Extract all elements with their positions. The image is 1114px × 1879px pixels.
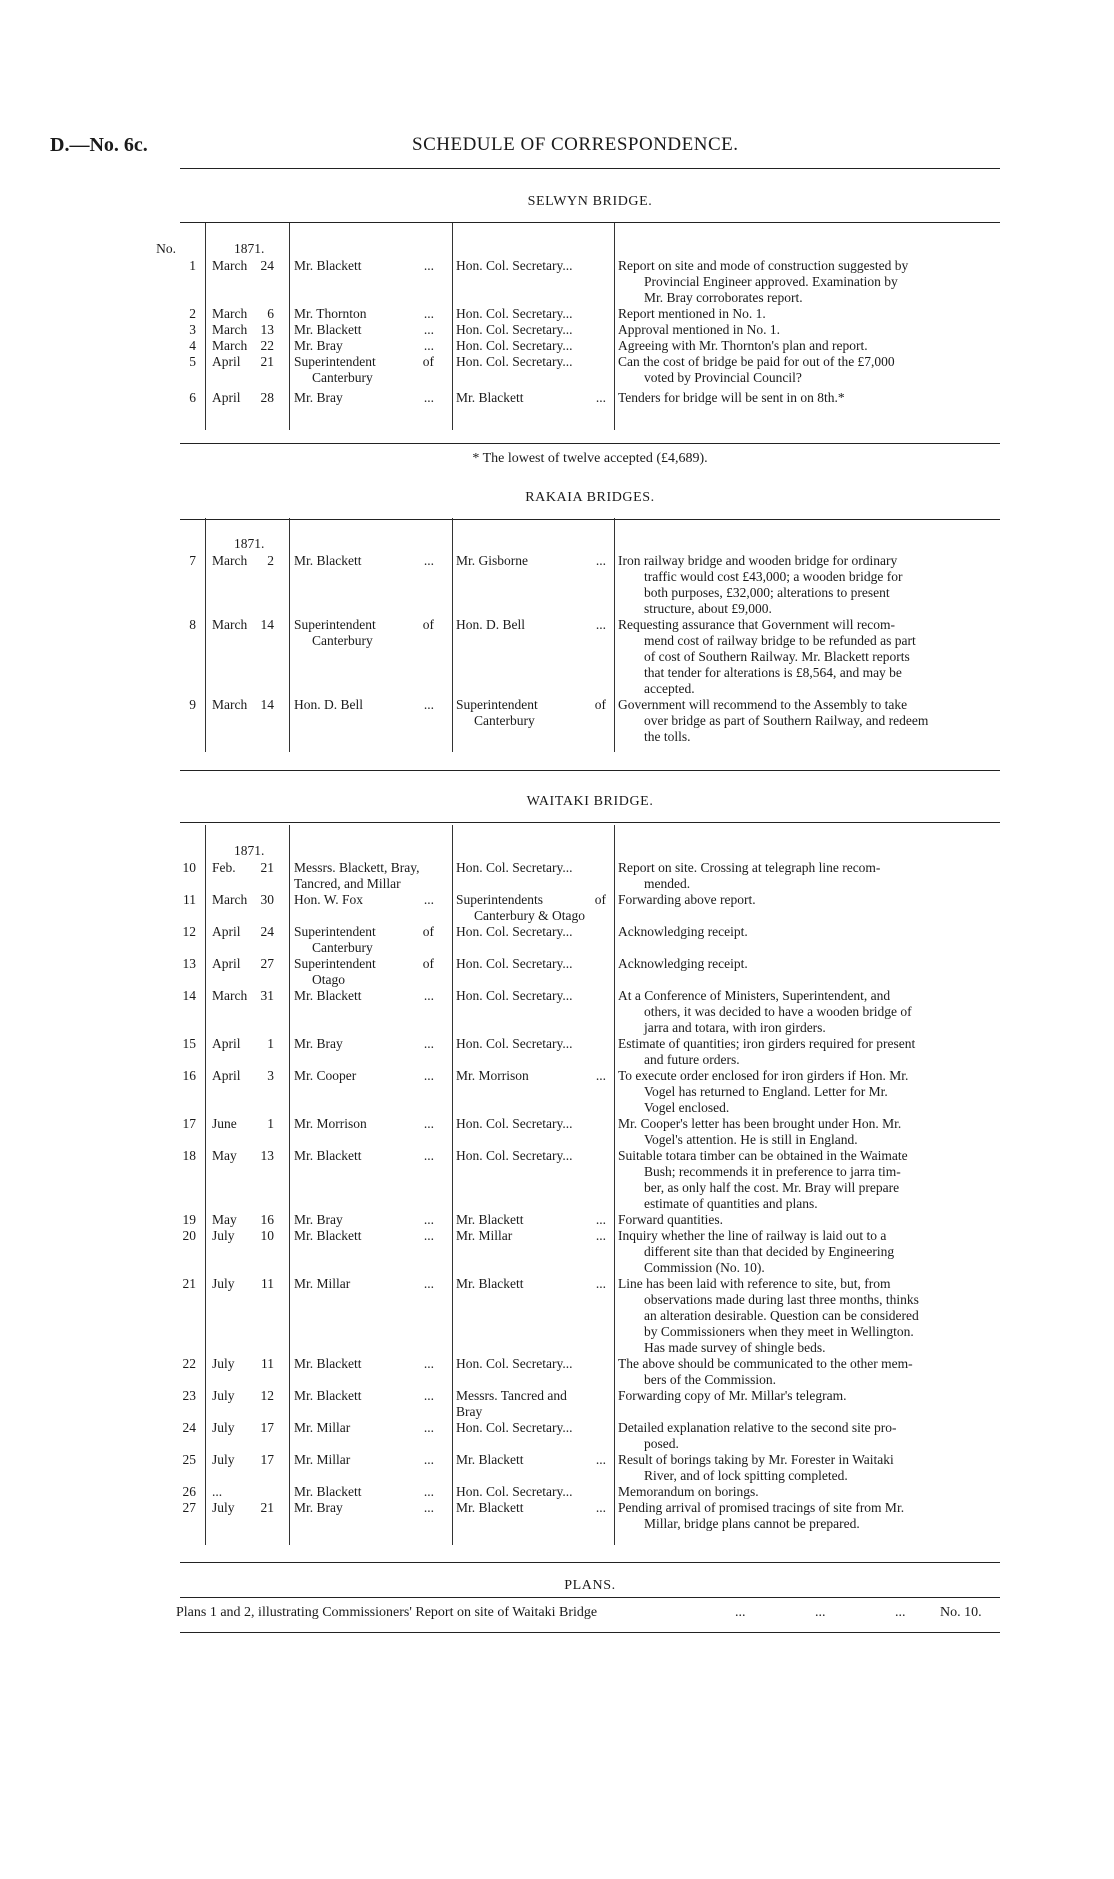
entry-day: 12 [260,1388,274,1403]
entry-from: Superintendent [294,956,376,971]
selwyn-footnote: * The lowest of twelve accepted (£4,689). [472,451,708,466]
entry-to-dots: ... [595,1276,606,1291]
entry-subject: Report mentioned in No. 1. [618,306,766,321]
entry-to: Mr. Blackett [456,1500,524,1515]
entry-from: Mr. Bray [294,1212,343,1227]
entry-to: Hon. Col. Secretary... [456,1356,573,1371]
entry-month: March [212,258,248,273]
entry-to: Hon. Col. Secretary... [456,956,573,971]
entry-from-dots: of [422,924,434,939]
entry-subject: Forward quantities. [618,1212,723,1227]
entry-subject: Forwarding above report. [618,892,756,907]
entry-subject: Report on site. Crossing at telegraph line recom- [618,860,881,875]
year-label: 1871. [234,536,265,551]
entry-from-dots: ... [423,1356,434,1371]
entry-day: 24 [260,924,274,939]
entry-to: Hon. Col. Secretary... [456,1420,573,1435]
entry-from: Mr. Millar [294,1452,351,1467]
entry-month: April [212,1036,241,1051]
entry-to: Hon. Col. Secretary... [456,258,573,273]
entry-subject: of cost of Southern Railway. Mr. Blackett reports [644,649,910,664]
entry-day: 24 [260,258,274,273]
column-divider [289,518,290,752]
entry-to: Hon. Col. Secretary... [456,1148,573,1163]
entry-day: 6 [267,306,274,321]
entry-to: Hon. Col. Secretary... [456,354,573,369]
rakaia-top-rule [180,519,1000,520]
entry-subject: Mr. Bray corroborates report. [644,290,803,305]
entry-from: Messrs. Blackett, Bray, [294,860,420,875]
entry-from-dots: ... [423,1452,434,1467]
entry-to: Bray [456,1404,483,1419]
entry-from: Mr. Morrison [294,1116,367,1131]
entry-to: Hon. Col. Secretary... [456,988,573,1003]
entry-subject: mended. [644,876,691,891]
entry-number: 4 [189,338,196,353]
entry-to: Hon. Col. Secretary... [456,860,573,875]
entry-subject: Vogel enclosed. [644,1100,730,1115]
plans-bottom-rule [180,1632,1000,1633]
entry-to-dots: ... [595,1452,606,1467]
entry-subject: Iron railway bridge and wooden bridge for ordinary [618,553,898,568]
entry-number: 11 [183,892,196,907]
entry-number: 10 [182,860,196,875]
plans-leader-dots: ... [895,1605,906,1620]
page-reference: D.—No. 6c. [50,134,148,156]
entry-from: Superintendent [294,617,376,632]
entry-from-dots: of [422,956,434,971]
entry-month: July [212,1276,235,1291]
entry-day: 1 [267,1036,274,1051]
entry-subject: Government will recommend to the Assembly to take [618,697,908,712]
entry-subject: estimate of quantities and plans. [644,1196,818,1211]
entry-to-dots: of [594,892,606,907]
entry-number: 5 [189,354,196,369]
entry-subject: bers of the Commission. [644,1372,776,1387]
entry-number: 19 [182,1212,196,1227]
entry-number: 3 [189,322,196,337]
plans-entry: Plans 1 and 2, illustrating Commissioners' Report on site of Waitaki Bridge [176,1605,598,1620]
entry-to: Messrs. Tancred and [456,1388,567,1403]
entry-subject: that tender for alterations is £8,564, and may be [644,665,902,680]
entry-month: March [212,338,248,353]
entry-month: March [212,617,248,632]
header-rule [180,168,1000,169]
rakaia-bottom-rule [180,770,1000,771]
rakaia-section-title: RAKAIA BRIDGES. [525,490,655,505]
entry-from: Mr. Bray [294,390,343,405]
entry-number: 15 [182,1036,196,1051]
entry-subject: Millar, bridge plans cannot be prepared. [644,1516,860,1531]
entry-number: 24 [182,1420,196,1435]
column-divider [452,825,453,1545]
entry-subject: Vogel has returned to England. Letter for Mr. [644,1084,888,1099]
entry-number: 27 [182,1500,196,1515]
column-divider [289,223,290,430]
entry-number: 21 [182,1276,196,1291]
entry-day: 13 [260,1148,274,1163]
entry-month: June [212,1116,237,1131]
entry-from-dots: ... [423,1212,434,1227]
entry-subject: Has made survey of shingle beds. [644,1340,826,1355]
entry-subject: Agreeing with Mr. Thornton's plan and report. [618,338,868,353]
entry-day: 2 [267,553,274,568]
entry-from: Mr. Blackett [294,1148,362,1163]
entry-subject: voted by Provincial Council? [644,370,802,385]
entry-from-dots: ... [423,1228,434,1243]
entry-from: Mr. Blackett [294,258,362,273]
entry-number: 18 [182,1148,196,1163]
entry-subject: others, it was decided to have a wooden bridge of [644,1004,912,1019]
entry-from-dots: ... [423,1420,434,1435]
entry-from-dots: ... [423,1068,434,1083]
entry-subject: both purposes, £32,000; alterations to present [644,585,890,600]
entry-to: Mr. Morrison [456,1068,529,1083]
entry-subject: Estimate of quantities; iron girders required for present [618,1036,916,1051]
entry-to-dots: ... [595,390,606,405]
entry-month: May [212,1212,237,1227]
selwyn-bottom-rule [180,443,1000,444]
entry-subject: different site than that decided by Engineering [644,1244,895,1259]
entry-subject: Provincial Engineer approved. Examination by [644,274,898,289]
entry-to-dots: ... [595,1068,606,1083]
entry-day: 21 [260,354,274,369]
entry-subject: Forwarding copy of Mr. Millar's telegram. [618,1388,847,1403]
entry-subject: Report on site and mode of construction suggested by [618,258,909,273]
entry-subject: jarra and totara, with iron girders. [644,1020,826,1035]
entry-month: April [212,390,241,405]
waitaki-bottom-rule [180,1562,1000,1563]
entry-day: 17 [260,1420,274,1435]
entry-number: 23 [182,1388,196,1403]
entry-day: 13 [260,322,274,337]
entry-subject: Commission (No. 10). [644,1260,765,1275]
entry-from: Mr. Bray [294,1500,343,1515]
entry-from-dots: ... [423,322,434,337]
entry-to: Mr. Blackett [456,390,524,405]
entry-to: Hon. Col. Secretary... [456,924,573,939]
entry-from: Hon. W. Fox [294,892,364,907]
column-divider [205,518,206,752]
entry-month: March [212,322,248,337]
entry-from-dots: ... [423,697,434,712]
entry-number: 16 [182,1068,196,1083]
entry-day: 10 [260,1228,274,1243]
entry-subject: Acknowledging receipt. [618,924,748,939]
entry-from: Mr. Thornton [294,306,367,321]
entry-from-dots: of [422,617,434,632]
entry-subject: Pending arrival of promised tracings of site from Mr. [618,1500,905,1515]
entry-month: July [212,1228,235,1243]
entry-number: 7 [189,553,196,568]
entry-day: 30 [260,892,274,907]
entry-month: March [212,892,248,907]
entry-from: Mr. Millar [294,1276,351,1291]
entry-to-dots: ... [595,1228,606,1243]
entry-subject: Mr. Cooper's letter has been brought under Hon. Mr. [618,1116,902,1131]
entry-subject: traffic would cost £43,000; a wooden bridge for [644,569,903,584]
entry-month: July [212,1356,235,1371]
entry-subject: accepted. [644,681,695,696]
entry-number: 13 [182,956,196,971]
column-label-no: No. [156,241,176,256]
entry-number: 26 [182,1484,196,1499]
entry-from: Mr. Blackett [294,1388,362,1403]
plans-top-rule [180,1597,1000,1598]
entry-day: 21 [260,1500,274,1515]
entry-number: 25 [182,1452,196,1467]
entry-subject: At a Conference of Ministers, Superintendent, and [618,988,891,1003]
entry-day: 21 [260,860,274,875]
entry-subject: ber, as only half the cost. Mr. Bray will prepare [644,1180,900,1195]
entry-month: July [212,1420,235,1435]
entry-from: Mr. Bray [294,1036,343,1051]
entry-day: 16 [260,1212,274,1227]
selwyn-section-title: SELWYN BRIDGE. [527,194,653,209]
entry-from-dots: ... [423,258,434,273]
entry-to: Hon. Col. Secretary... [456,306,573,321]
entry-month: March [212,988,248,1003]
entry-from-dots: ... [423,1116,434,1131]
entry-from-dots: ... [423,390,434,405]
entry-to-dots: of [594,697,606,712]
entry-subject: mend cost of railway bridge to be refunded as part [644,633,916,648]
waitaki-top-rule [180,822,1000,823]
entry-from-dots: ... [423,1148,434,1163]
entry-from: Mr. Blackett [294,988,362,1003]
entry-subject: Acknowledging receipt. [618,956,748,971]
plans-reference: No. 10. [940,1605,982,1620]
entry-from-dots: ... [423,892,434,907]
entry-subject: Tenders for bridge will be sent in on 8th.* [618,390,845,405]
entry-to: Hon. Col. Secretary... [456,338,573,353]
entry-number: 14 [182,988,196,1003]
entry-day: 11 [261,1276,274,1291]
entry-subject: over bridge as part of Southern Railway, and redeem [644,713,929,728]
entry-day: 3 [267,1068,274,1083]
column-divider [289,825,290,1545]
entry-subject: The above should be communicated to the other mem- [618,1356,913,1371]
plans-leader-dots: ... [735,1605,746,1620]
entry-month: April [212,956,241,971]
entry-subject: by Commissioners when they meet in Wellington. [644,1324,914,1339]
entry-subject: posed. [644,1436,679,1451]
entry-from: Mr. Blackett [294,322,362,337]
entry-day: 17 [260,1452,274,1467]
entry-day: 28 [260,390,274,405]
plans-section-title: PLANS. [564,1578,616,1593]
entry-from: Canterbury [312,633,373,648]
entry-from-dots: ... [423,306,434,321]
entry-subject: Inquiry whether the line of railway is laid out to a [618,1228,887,1243]
plans-leader-dots: ... [815,1605,826,1620]
entry-from: Mr. Blackett [294,553,362,568]
entry-subject: observations made during last three months, thinks [644,1292,919,1307]
entry-to: Superintendents [456,892,543,907]
entry-day: 27 [260,956,274,971]
entry-from: Mr. Bray [294,338,343,353]
column-divider [614,518,615,752]
entry-to-dots: ... [595,553,606,568]
entry-subject: River, and of lock spitting completed. [644,1468,848,1483]
entry-month: ... [212,1484,223,1499]
entry-from-dots: of [422,354,434,369]
entry-from-dots: ... [423,1484,434,1499]
entry-day: 11 [261,1356,274,1371]
entry-month: July [212,1500,235,1515]
entry-number: 9 [189,697,196,712]
entry-number: 2 [189,306,196,321]
entry-month: July [212,1452,235,1467]
entry-from: Canterbury [312,940,373,955]
column-divider [614,825,615,1545]
entry-from: Canterbury [312,370,373,385]
entry-from: Superintendent [294,924,376,939]
entry-subject: Result of borings taking by Mr. Forester in Waitaki [618,1452,894,1467]
entry-number: 22 [182,1356,196,1371]
column-divider [205,825,206,1545]
entry-subject: structure, about £9,000. [644,601,772,616]
entry-to: Hon. Col. Secretary... [456,322,573,337]
entry-to: Mr. Gisborne [456,553,528,568]
entry-to: Hon. Col. Secretary... [456,1484,573,1499]
page-title: SCHEDULE OF CORRESPONDENCE. [412,134,739,155]
entry-number: 1 [189,258,196,273]
entry-month: March [212,697,248,712]
column-divider [452,223,453,430]
entry-to: Canterbury [474,713,535,728]
year-label: 1871. [234,241,265,256]
entry-to: Mr. Blackett [456,1452,524,1467]
entry-day: 22 [260,338,274,353]
entry-from-dots: ... [423,1036,434,1051]
entry-from-dots: ... [423,338,434,353]
entry-subject: To execute order enclosed for iron girders if Hon. Mr. [618,1068,909,1083]
entry-subject: Bush; recommends it in preference to jarra tim- [644,1164,901,1179]
entry-from-dots: ... [423,553,434,568]
entry-month: April [212,354,241,369]
entry-month: July [212,1388,235,1403]
entry-from: Mr. Blackett [294,1228,362,1243]
entry-month: April [212,1068,241,1083]
entry-to: Mr. Millar [456,1228,513,1243]
entry-day: 14 [260,617,274,632]
entry-from-dots: ... [423,988,434,1003]
entry-number: 12 [182,924,196,939]
entry-number: 6 [189,390,196,405]
entry-month: March [212,553,248,568]
entry-from-dots: ... [423,1500,434,1515]
entry-from: Mr. Millar [294,1420,351,1435]
entry-subject: Detailed explanation relative to the second site pro- [618,1420,897,1435]
entry-subject: Vogel's attention. He is still in England. [644,1132,858,1147]
entry-subject: Memorandum on borings. [618,1484,759,1499]
column-divider [205,223,206,430]
entry-from-dots: ... [423,1388,434,1403]
entry-subject: Requesting assurance that Government will recom- [618,617,896,632]
entry-day: 1 [267,1116,274,1131]
year-label: 1871. [234,843,265,858]
entry-from: Otago [312,972,345,987]
entry-subject: Can the cost of bridge be paid for out of the £7,000 [618,354,895,369]
entry-subject: Suitable totara timber can be obtained in the Waimate [618,1148,908,1163]
entry-to: Hon. Col. Secretary... [456,1116,573,1131]
entry-to-dots: ... [595,1500,606,1515]
entry-day: 14 [260,697,274,712]
entry-to: Hon. D. Bell [456,617,525,632]
entry-to-dots: ... [595,617,606,632]
entry-from: Mr. Blackett [294,1484,362,1499]
entry-to: Canterbury & Otago [474,908,585,923]
entry-number: 8 [189,617,196,632]
entry-from: Superintendent [294,354,376,369]
entry-from-dots: ... [423,1276,434,1291]
column-divider [452,518,453,752]
entry-to: Mr. Blackett [456,1276,524,1291]
entry-subject: and future orders. [644,1052,740,1067]
entry-to: Hon. Col. Secretary... [456,1036,573,1051]
entry-to-dots: ... [595,1212,606,1227]
selwyn-top-rule [180,222,1000,223]
entry-subject: the tolls. [644,729,691,744]
entry-subject: an alteration desirable. Question can be considered [644,1308,919,1323]
waitaki-section-title: WAITAKI BRIDGE. [526,794,654,809]
entry-to: Mr. Blackett [456,1212,524,1227]
entry-from: Mr. Blackett [294,1356,362,1371]
entry-month: April [212,924,241,939]
entry-month: May [212,1148,237,1163]
entry-from: Mr. Cooper [294,1068,357,1083]
entry-from: Tancred, and Millar [294,876,401,891]
entry-number: 20 [182,1228,196,1243]
entry-month: Feb. [212,860,236,875]
entry-day: 31 [260,988,274,1003]
entry-subject: Line has been laid with reference to site, but, from [618,1276,891,1291]
entry-to: Superintendent [456,697,538,712]
entry-number: 17 [182,1116,196,1131]
entry-subject: Approval mentioned in No. 1. [618,322,780,337]
entry-from: Hon. D. Bell [294,697,363,712]
column-divider [614,223,615,430]
entry-month: March [212,306,248,321]
